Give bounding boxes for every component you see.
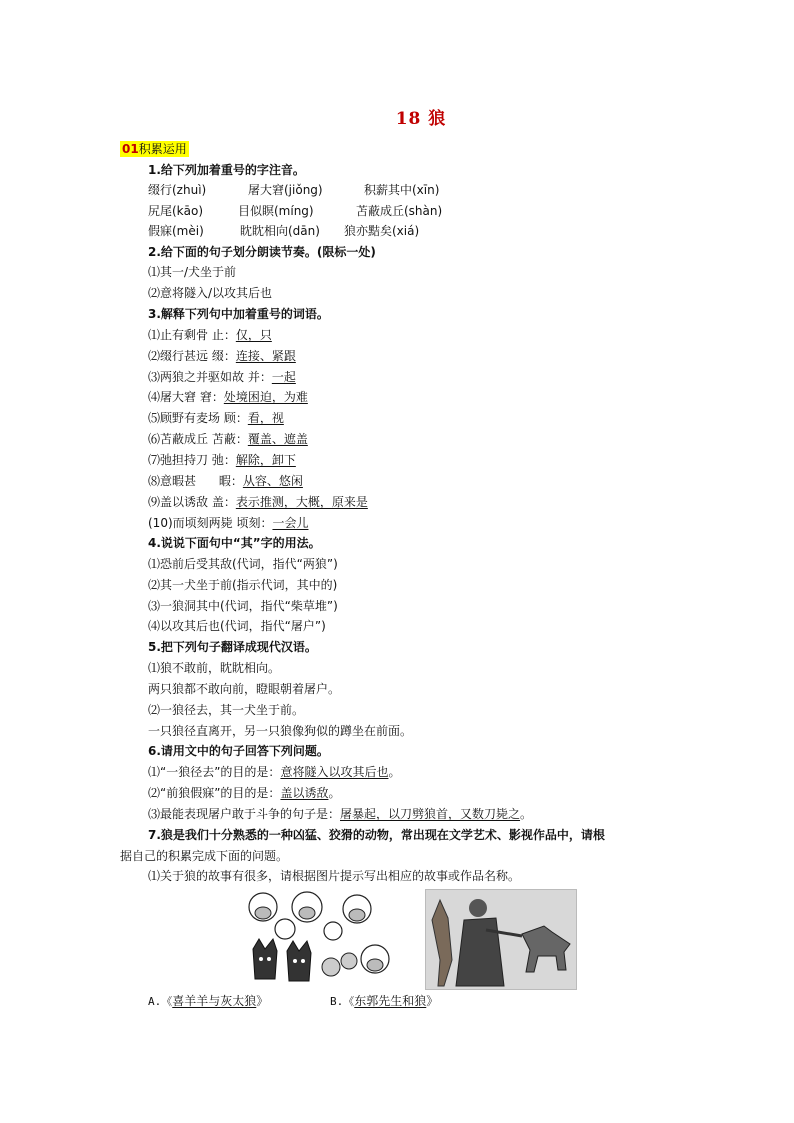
q4-item: ⑴恐前后受其敌(代词，指代“两狼”) xyxy=(148,557,338,571)
q3-item: ⑺弛担持刀 弛：解除，卸下 xyxy=(148,453,296,467)
q3-item: ⑼盖以诱敌 盖：表示推测，大概，原来是 xyxy=(148,495,368,509)
answer: 盖以诱敌 xyxy=(280,786,329,800)
answer: 覆盖、遮盖 xyxy=(247,432,308,446)
q2-item: ⑴其一/犬坐于前 xyxy=(148,265,237,279)
section-number: 01 xyxy=(122,142,139,156)
q1-item: 假寐(mèi) xyxy=(148,224,204,238)
cartoon-characters-illustration xyxy=(245,889,390,988)
section-label: 积累运用 xyxy=(138,142,187,156)
q3-item: ⑹苫蔽成丘 苫蔽：覆盖、遮盖 xyxy=(148,432,308,446)
q5-translation: 两只狼都不敢向前，瞪眼朝着屠户。 xyxy=(148,682,341,696)
q3-item: ⑶两狼之并驱如故 并：一起 xyxy=(148,370,296,384)
q3-item: ⑴止有剩骨 止：仅，只 xyxy=(148,328,272,342)
q5-translation: 一只狼径直离开，另一只狼像狗似的蹲坐在前面。 xyxy=(148,724,413,738)
question-3-heading: 3.解释下列句中加着重号的词语。 xyxy=(148,307,329,321)
q1-item: 缀行(zhuì) xyxy=(148,183,207,197)
question-5-heading: 5.把下列句子翻译成现代汉语。 xyxy=(148,640,317,654)
q3-item: ⑸顾野有麦场 顾：看，视 xyxy=(148,411,284,425)
q3-item: ⑻意暇甚 暇：从容、悠闲 xyxy=(148,474,303,488)
q1-item: 目似瞑(míng) xyxy=(238,204,314,218)
answer: 喜羊羊与灰太狼 xyxy=(172,994,257,1008)
question-4-heading: 4.说说下面句中“其”字的用法。 xyxy=(148,536,321,550)
answer: 一会儿 xyxy=(272,516,309,530)
q4-item: ⑵其一犬坐于前(指示代词，其中的) xyxy=(148,578,338,592)
q1-row-2 xyxy=(148,201,488,221)
q3-item: (10)而顷刻两毙 顷刻：一会儿 xyxy=(148,516,309,530)
q4-item: ⑶一狼洞其中(代词，指代“柴草堆”) xyxy=(148,599,338,613)
caption-a: A.《喜羊羊与灰太狼》 xyxy=(148,994,269,1008)
q3-item: ⑷屠大窘 窘：处境困迫，为难 xyxy=(148,390,308,404)
q1-row-1 xyxy=(148,180,488,200)
scholar-and-wolf-illustration xyxy=(426,890,576,989)
q1-item: 尻尾(kāo) xyxy=(148,204,204,218)
answer: 从容、悠闲 xyxy=(242,474,303,488)
q3-item: ⑵缀行甚远 缀：连接、紧跟 xyxy=(148,349,296,363)
page-title: 18 狼 xyxy=(395,109,447,129)
q4-item: ⑷以攻其后也(代词，指代“屠户”) xyxy=(148,619,326,633)
q1-item: 苫蔽成丘(shàn) xyxy=(356,204,443,218)
answer: 一起 xyxy=(271,370,296,384)
q6-item: ⑴“一狼径去”的目的是：意将隧入以攻其后也。 xyxy=(148,765,401,779)
scholar-and-wolf-image xyxy=(425,889,577,990)
question-2-heading: 2.给下面的句子划分朗读节奏。(限标一处) xyxy=(148,245,376,259)
section-tag xyxy=(120,141,189,157)
q6-item: ⑵“前狼假寐”的目的是：盖以诱敌。 xyxy=(148,786,341,800)
q7-sub-1: ⑴关于狼的故事有很多，请根据图片提示写出相应的故事或作品名称。 xyxy=(148,869,521,883)
q2-item: ⑵意将隧入/以攻其后也 xyxy=(148,286,273,300)
answer: 处境困迫，为难 xyxy=(223,390,308,404)
caption-b: B.《东郭先生和狼》 xyxy=(330,994,439,1008)
answer: 东郭先生和狼 xyxy=(354,994,427,1008)
q5-sentence: ⑵一狼径去，其一犬坐于前。 xyxy=(148,703,305,717)
question-7-line-2: 据自己的积累完成下面的问题。 xyxy=(120,849,289,863)
q1-item: 积薪其中(xīn) xyxy=(364,183,440,197)
question-6-heading: 6.请用文中的句子回答下列问题。 xyxy=(148,744,329,758)
answer: 看，视 xyxy=(247,411,284,425)
answer: 解除，卸下 xyxy=(235,453,296,467)
q1-item: 狼亦黠矣(xiá) xyxy=(344,224,420,238)
q5-sentence: ⑴狼不敢前，眈眈相向。 xyxy=(148,661,281,675)
q1-item: 眈眈相向(dān) xyxy=(240,224,320,238)
answer: 仅，只 xyxy=(235,328,272,342)
cartoon-characters-image xyxy=(245,889,390,988)
answer: 意将隧入以攻其后也 xyxy=(280,765,389,779)
q6-item: ⑶最能表现屠户敢于斗争的句子是：屠暴起，以刀劈狼首，又数刀毙之。 xyxy=(148,807,533,821)
answer: 屠暴起，以刀劈狼首，又数刀毙之 xyxy=(340,807,521,821)
question-1-heading: 1.给下列加着重号的字注音。 xyxy=(148,163,305,177)
q1-item: 屠大窘(jiǒng) xyxy=(248,183,323,197)
answer: 表示推测，大概，原来是 xyxy=(235,495,368,509)
q1-row-3 xyxy=(148,221,488,241)
answer: 连接、紧跟 xyxy=(235,349,296,363)
question-7-line-1: 7.狼是我们十分熟悉的一种凶猛、狡猾的动物，常出现在文学艺术、影视作品中，请根 xyxy=(148,828,605,842)
